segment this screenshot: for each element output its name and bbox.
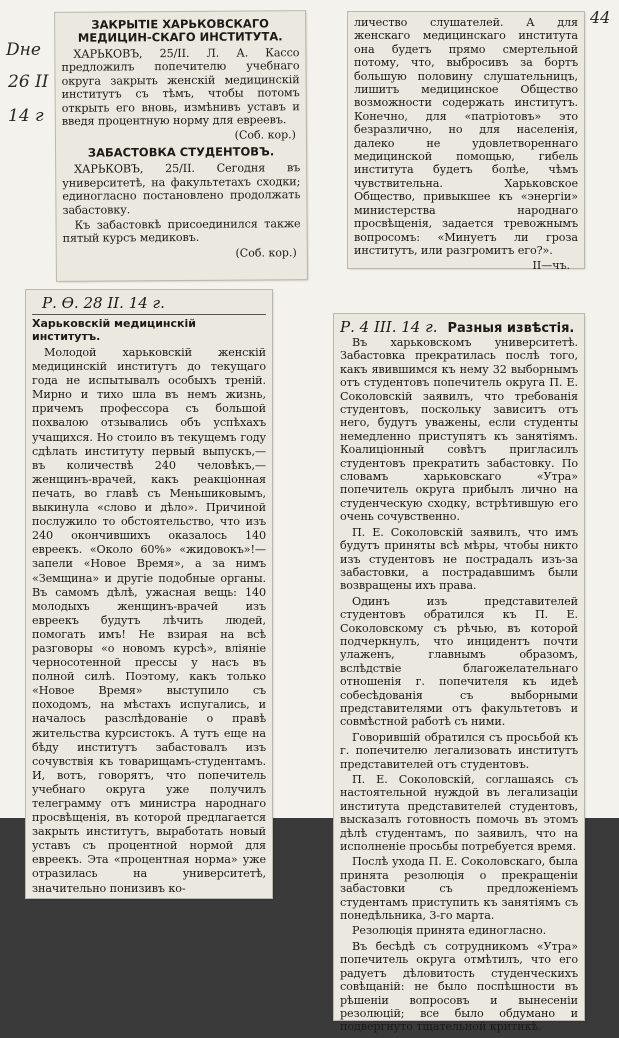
clipping-header (340, 318, 578, 336)
clipping-text-medics: Къ забастовкѣ присоединился также пятый курсъ медиковъ. (62, 217, 301, 246)
clipping-text-strike: ХАРЬКОВЪ, 25/II. Сегодня въ университетѣ, на факультетахъ сходки; единогласно постановлено продолжать забастовку. (62, 161, 301, 217)
news-paragraph-1: Въ харьковскомъ университетѣ. Забастовка прекратилась послѣ того, какъ явившимся къ нему 32 выборнымъ отъ студентовъ попечитель округа П. Е. Соколовскій заявилъ, что требованія студентовъ, поскольку зависитъ отъ него, будутъ уважены, если студенты немедленно приступятъ къ занятіямъ. Коалиціонный совѣтъ пригласилъ студентовъ прекратить забастовку. По словамъ харьковскаго «Утра» попечитель округа прибылъ лично на студенческую сходку, встрѣтившую его очень сочувственно. (340, 336, 578, 524)
news-paragraph-5: П. Е. Соколовскій, соглашаясь съ настоятельной нуждой въ легализаціи института представителей студентовъ, высказалъ готовность помочь въ этомъ дѣлѣ студентамъ, по заявилъ, что на исполненіе просьбы потребуется время. (340, 773, 578, 854)
page-number: 44 (590, 8, 611, 27)
divider (32, 314, 266, 315)
clipping-text: личество слушателей. А для женскаго медицинскаго института она будетъ прямо смертельной потому, что, выбросивъ за бортъ большую половину слушательницъ, лишитъ медицинское Общество возможности содержать институтъ. Конечно, для «патріотовъ» это безразлично, но для населенія, далеко не удовлетвореннаго медицинской помощью, гибель института будетъ болѣе, чѣмъ чувствительна. Харьковское Общество, привыкшее къ «энергіи» министерства народнаго просвѣщенія, задается тревожнымъ вопросомъ: «Минуетъ ли гроза институтъ, или разгромитъ его?». (354, 16, 578, 257)
margin-date-month: 26 II (8, 72, 49, 92)
clipping-heading: Разныя извѣстія. (447, 321, 575, 336)
clipping-heading: ЗАКРЫТІЕ ХАРЬКОВСКАГО МЕДИЦИН-СКАГО ИНСТИТУТА. (77, 16, 283, 45)
handwritten-date: Р. 4 III. 14 г. (340, 318, 438, 336)
margin-date-day: Dне (6, 40, 41, 60)
clipping-various-news (334, 314, 584, 1034)
handwritten-date: Р. Ѳ. 28 II. 14 г. (42, 294, 165, 312)
clipping-heading-strike: ЗАБАСТОВКА СТУДЕНТОВЪ. (87, 144, 275, 161)
news-paragraph-4: Говорившій обратился съ просьбой къ г. попечителю легализовать институтъ представителей отъ студентовъ. (340, 730, 578, 771)
signature: II—чъ. (532, 259, 570, 273)
clipping-text: Молодой харьковскій женскій медицинскій институтъ до текущаго года не испытывалъ особыхъ треній. Мирно и тихо шла въ немъ жизнь, причемъ профессора съ большой похвалою отзывались объ успѣхахъ учащихся. Но стоило въ текущемъ году сдѣлать институту первый выпускъ,—въ количествѣ 240 человѣкъ,—женщинъ-врачей, какъ реакціонная печать, во главѣ съ Меньшиковымъ, выкинула «слово и дѣло». Причиной послужило то обстоятельство, что изъ 240 окончившихъ оказалось 140 евреекъ. «Около 60%» «жидовокъ»!—запели «Новое Время», а за нимъ «Земщина» и другіе подобные органы. Въ самомъ дѣлѣ, ужасная вещь: 140 молодыхъ женщинъ-врачей изъ евреекъ будутъ лѣчить людей, помогать имъ! Не взирая на всѣ разговоры «о новомъ курсѣ», вліяніе черносотенной прессы у насъ въ полной силѣ. Поэтому, какъ только «Новое Время» выступило съ походомъ, на мѣстахъ испугались, и началось разслѣдованіе о правѣ жительства курсистокъ. А тутъ еще на бѣду институтъ забастовалъ изъ сочувствія къ товарищамъ-студентамъ. И, вотъ, говорятъ, что попечитель учебнаго округа уже получилъ телеграмму отъ министра народнаго просвѣщенія, въ которой предлагается закрыть институтъ, выработать новый уставъ съ процентной нормой для евреекъ. Эта «процентная норма» уже отразилась на университетѣ, значительно понизивъ ко- (32, 346, 266, 895)
margin-date-year: 14 г (8, 106, 44, 126)
clipping-text: ХАРЬКОВЪ, 25/II. Л. А. Кассо предложилъ попечителю учебнаго округа закрыть женскій медицинскій институтъ съ тѣмъ, чтобы потомъ открыть его вновь, измѣнивъ уставъ и введя процентную норму для евреевъ. (61, 46, 300, 128)
clipping-heading: Харьковскій медицинскій институтъ. (32, 317, 196, 343)
news-paragraph-7: Резолюція принята единогласно. (352, 924, 547, 938)
clipping-continuation (348, 12, 584, 273)
source-note: (Соб. кор.) (234, 128, 296, 143)
news-paragraph-2: П. Е. Соколовскій заявилъ, что имъ будутъ приняты всѣ мѣры, чтобы никто изъ студентовъ не пострадалъ изъ-за забастовки, а пострадавшимъ были возвращены ихъ права. (340, 525, 578, 593)
news-paragraph-6: Послѣ ухода П. Е. Соколовскаго, была принята резолюція о прекращеніи забастовки съ предложеніемъ студентамъ приступить къ занятіямъ съ понедѣльника, 3-го марта. (340, 855, 578, 923)
news-paragraph-8: Въ бесѣдѣ съ сотрудникомъ «Утра» попечитель округа отмѣтилъ, что его радуетъ дѣловитость студенческихъ совѣщаній: не было поспѣшности въ рѣшеніи вопросовъ и вынесеніи резолюцій; все было обдумано и подвергнуто тщательной критикѣ. (340, 939, 578, 1034)
news-paragraph-3: Одинъ изъ представителей студентовъ обратился къ П. Е. Соколовскому съ рѣчью, въ которой подчеркнулъ, что инцидентъ почти улаженъ, главнымъ образомъ, вслѣдствіе благожелательнаго отношенія г. попечителя къ идеѣ собесѣдованія съ выборными представителями отъ факультетовъ и совмѣстной работѣ съ ними. (340, 594, 578, 729)
clipping-kharkov-institute (26, 290, 272, 898)
clipping-institute-closure (55, 11, 307, 281)
source-note-2: (Соб. кор.) (235, 246, 297, 260)
